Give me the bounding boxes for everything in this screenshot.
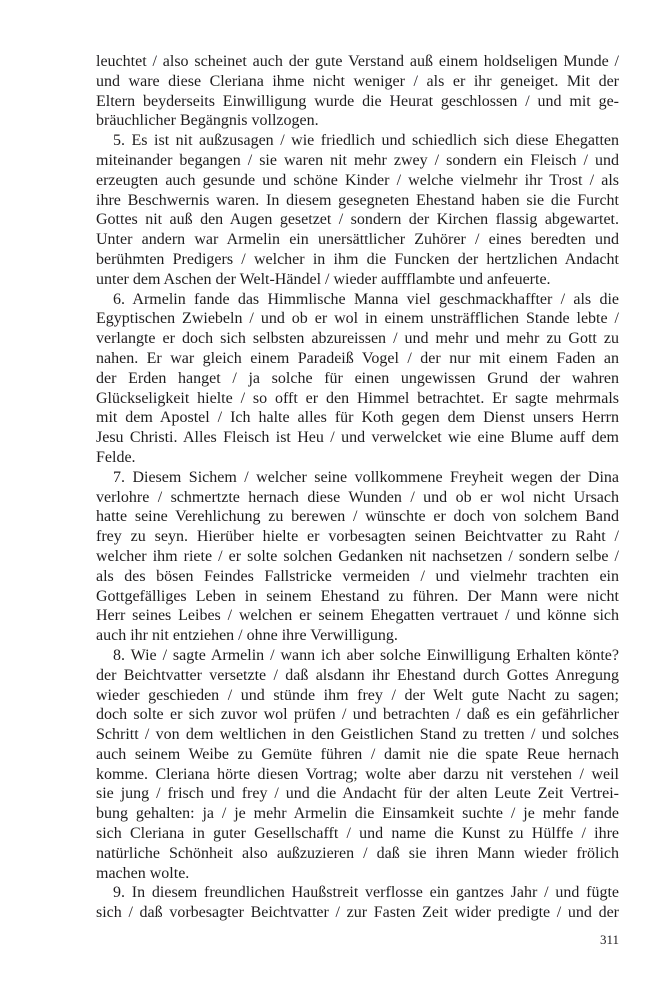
text-line: Unter andern war Armelin ein unersättlicher Zuhörer / eines beredten und [96,231,619,249]
text-line: Jesu Christi. Alles Fleisch ist Heu / und verwelcket wie eine Blume auff dem [96,429,619,447]
text-line: verlohre / schmertzte hernach diese Wunden / und ob er wol nicht Ursach [96,488,619,506]
text-line: bung gehalten: ja / je mehr Armelin die Einsamkeit suchte / je mehr fande [96,805,619,823]
page-number: 311 [599,932,619,947]
text-line: nahen. Er war gleich einem Paradeiß Vogel / der nur mit einem Faden an [96,349,619,367]
text-line: sie jung / frisch und frey / und die Andacht für der alten Leute Zeit Vertrei- [96,785,619,803]
text-line: und ware diese Cleriana ihme nicht weniger / als er ihr geneiget. Mit der [96,72,619,90]
text-line: miteinander begangen / sie waren nit mehr zwey / sondern ein Fleisch / und [96,151,619,169]
text-line: frey zu seyn. Hierüber hielte er vorbesagten seinen Beichtvatter zu Raht / [96,528,619,546]
text-block [96,52,619,923]
paragraph-6 [96,290,619,468]
text-line: hatte seine Verehlichung zu berewen / wünschte er doch von solchem Band [96,508,619,526]
text-line: bräuchlicher Begängnis vollzogen. [96,112,319,130]
paragraph-8 [96,646,619,884]
text-line: der Erden hanget / ja solche für einen ungewissen Grund der wahren [96,369,619,387]
text-line: komme. Cleriana hörte diesen Vortrag; wolte aber darzu nit verstehen / weil [96,765,619,783]
text-line: sich / daß vorbesagter Beichtvatter / zur Fasten Zeit wider predigte / und der [96,904,619,922]
text-line: der Beichtvatter versetzte / daß alsdann ihr Ehestand durch Gottes Anregung [96,666,619,684]
text-line: erzeugten auch gesunde und schöne Kinder / welche vielmehr ihr Trost / als [96,171,619,189]
paragraph-continuation [96,52,619,131]
text-line: doch solte er sich zuvor wol prüfen / und betrachten / daß es ein gefährlicher [96,706,619,724]
text-line: leuchtet / also scheinet auch der gute Verstand auß einem holdseligen Munde / [96,53,619,70]
text-line: verlangte er doch sich selbsten abzureissen / und mehr und mehr zu Gott zu [96,330,619,348]
text-line: wieder geschieden / und stünde ihm frey / der Welt gute Nacht zu sagen; [96,686,619,704]
text-line: Eltern beyderseits Einwilligung wurde die Heurat geschlossen / und mit ge- [96,92,619,110]
text-line: sich Cleriana in guter Gesellschafft / und name die Kunst zu Hülffe / ihre [96,825,619,843]
text-line: 6. Armelin fande das Himmlische Manna viel geschmackhaffter / als die [113,290,619,308]
text-line: auch ihr nit entziehen / ohne ihre Verwilligung. [96,627,398,645]
text-line: 7. Diesem Sichem / welcher seine vollkommene Freyheit wegen der Dina [113,468,619,486]
text-line: 9. In diesem freundlichen Haußstreit verflosse ein gantzes Jahr / und fügte [113,884,619,902]
text-line: machen wolte. [96,864,190,882]
text-line: Gottes nit auß den Augen gesetzet / sondern der Kirchen flassig abgewartet. [96,211,619,229]
paragraph-7 [96,468,619,646]
text-line: auch seinem Weibe zu Gemüte führen / damit nie die spate Reue hernach [96,745,619,763]
text-line: Herr seines Leibes / welchen er seinem Ehegatten vertrauet / und könne sich [96,607,619,625]
text-line: als des bösen Feindes Fallstricke vermeiden / und vielmehr trachten ein [96,567,619,585]
text-line: unter dem Aschen der Welt-Händel / wieder auffflambte und anfeuerte. [96,270,551,288]
text-line: ihre Beschwernis waren. In diesem gesegneten Ehestand haben sie die Furcht [96,191,619,209]
paragraph-5 [96,131,619,289]
text-line: mit dem Apostel / Ich halte alles für Koth gegen dem Dienst unsers Herrn [96,409,619,427]
text-line: natürliche Schönheit also außzuzieren / daß sie ihren Mann wieder frölich [96,844,619,862]
text-line: berühmten Predigers / welcher in ihm die Funcken der hertzlichen Andacht [96,250,619,268]
text-line: 8. Wie / sagte Armelin / wann ich aber solche Einwilligung Erhalten könte? [113,646,619,664]
text-line: Schritt / von dem weltlichen in den Geistlichen Stand zu tretten / und solches [96,726,619,744]
paragraph-9 [96,883,619,923]
text-line: 5. Es ist nit außzusagen / wie friedlich und schiedlich sich diese Ehegatten [113,132,619,150]
text-line: Gottgefälliges Leben in seinem Ehestand zu führen. Der Mann were nicht [96,587,619,605]
text-line: Felde. [96,448,136,466]
text-line: Egyptischen Zwiebeln / und ob er wol in einem unsträfflichen Stande lebte / [96,310,619,328]
text-line: welcher ihm riete / er solte solchen Gedanken nit nachsetzen / sondern selbe / [96,547,619,565]
text-line: Glückseligkeit hielte / so offt er den Himmel betrachtet. Er sagte mehrmals [96,389,619,407]
